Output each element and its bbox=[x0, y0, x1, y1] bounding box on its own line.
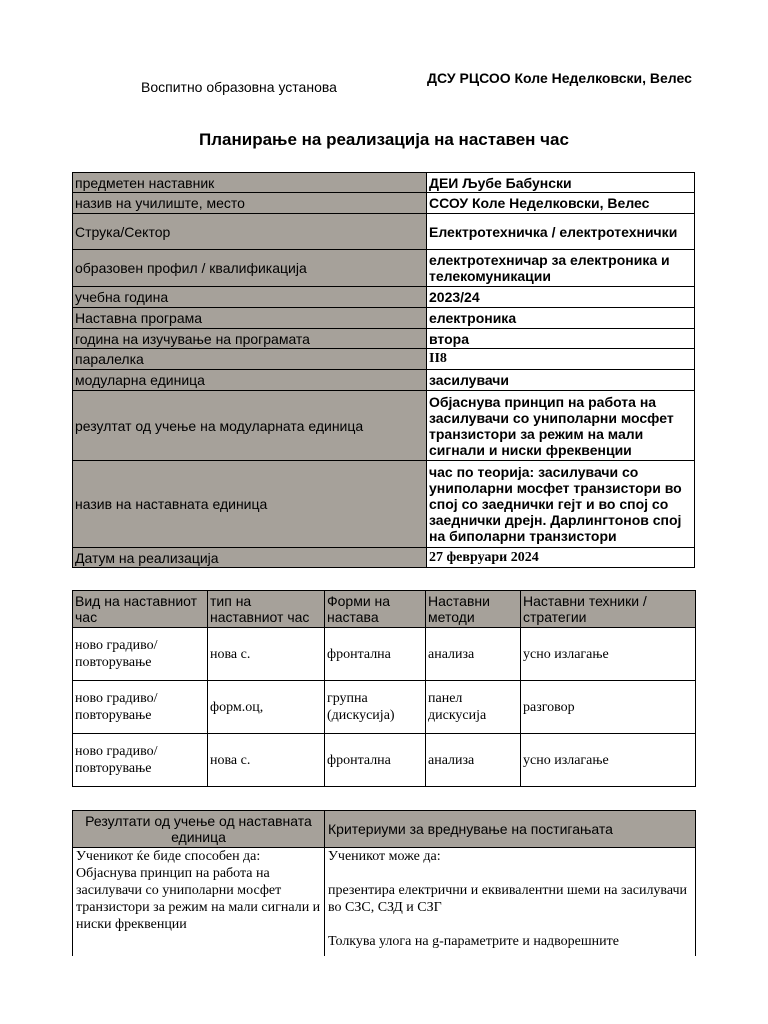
criteria-item: Толкува улога на g-параметрите и надворешните bbox=[328, 934, 619, 949]
info-label: назив на наставната единица bbox=[73, 461, 427, 548]
results-intro: Ученикот ќе биде способен да: bbox=[76, 849, 261, 864]
info-value: електротехничар за електроника и телекомуникации bbox=[427, 250, 695, 287]
info-row bbox=[73, 214, 695, 250]
criteria-intro: Ученикот може да: bbox=[328, 849, 441, 864]
table-cell: ново градиво/повторување bbox=[73, 628, 208, 681]
info-label: назив на училиште, место bbox=[73, 193, 427, 214]
table-cell: форм.оц, bbox=[208, 681, 325, 734]
info-label: Наставна програма bbox=[73, 308, 427, 329]
table-cell: нова с. bbox=[208, 628, 325, 681]
lesson-type-table bbox=[72, 590, 696, 787]
table-cell: разговор bbox=[521, 681, 696, 734]
info-row bbox=[73, 349, 695, 370]
info-value: 2023/24 bbox=[427, 287, 695, 308]
info-row bbox=[73, 391, 695, 461]
info-label: паралелка bbox=[73, 349, 427, 370]
info-value: засилувачи bbox=[427, 370, 695, 391]
table-cell: фронтална bbox=[325, 734, 426, 787]
table-cell: анализа bbox=[426, 734, 521, 787]
table-cell: анализа bbox=[426, 628, 521, 681]
table-header-row bbox=[73, 811, 696, 848]
column-header: тип на наставниот час bbox=[208, 591, 325, 628]
column-header: Вид на наставниот час bbox=[73, 591, 208, 628]
info-row bbox=[73, 287, 695, 308]
table-row bbox=[73, 734, 696, 787]
info-row bbox=[73, 308, 695, 329]
info-row bbox=[73, 173, 695, 193]
info-label: Струка/Сектор bbox=[73, 214, 427, 250]
column-header: Резултати од учење од наставната единица bbox=[73, 811, 325, 848]
info-label: предметен наставник bbox=[73, 173, 427, 193]
table-cell: групна (дискусија) bbox=[325, 681, 426, 734]
page-title: Планирање на реализација на наставен час bbox=[199, 130, 569, 149]
info-value: ДЕИ Љубе Бабунски bbox=[427, 173, 695, 193]
info-label: година на изучување на програмата bbox=[73, 329, 427, 349]
info-value: втора bbox=[427, 329, 695, 349]
info-row bbox=[73, 461, 695, 548]
info-label: учебна година bbox=[73, 287, 427, 308]
info-row bbox=[73, 548, 695, 568]
table-header-row bbox=[73, 591, 696, 628]
table-cell: нова с. bbox=[208, 734, 325, 787]
info-value: електроника bbox=[427, 308, 695, 329]
criteria-item: презентира електрични и еквивалентни шеми на засилувачи во СЗС, СЗД и СЗГ bbox=[328, 883, 688, 915]
results-text: Објаснува принцип на работа на засилувачи со униполарни мосфет транзистори за режим на мали сигнали и ниски фреквенции bbox=[76, 866, 321, 932]
column-header: Наставни техники / стратегии bbox=[521, 591, 696, 628]
info-value: ССОУ Коле Неделковски, Велес bbox=[427, 193, 695, 214]
table-cell: усно излагање bbox=[521, 628, 696, 681]
table-cell: панел дискусија bbox=[426, 681, 521, 734]
table-cell: фронтална bbox=[325, 628, 426, 681]
info-value: II8 bbox=[427, 349, 695, 370]
results-table bbox=[72, 810, 696, 956]
info-value: Електротехничка / електротехнички bbox=[427, 214, 695, 250]
column-header: Форми на настава bbox=[325, 591, 426, 628]
column-header: Критериуми за вреднување на постигањата bbox=[325, 811, 696, 848]
table-row bbox=[73, 848, 696, 957]
info-row bbox=[73, 250, 695, 287]
criteria-cell bbox=[325, 848, 696, 957]
institution-value: ДСУ РЦСОО Коле Неделковски, Велес bbox=[427, 70, 692, 86]
table-cell: ново градиво/повторување bbox=[73, 734, 208, 787]
info-row bbox=[73, 329, 695, 349]
info-label: резултат од учење на модуларната единица bbox=[73, 391, 427, 461]
institution-label: Воспитно образовна установа bbox=[141, 79, 337, 95]
info-value: час по теорија: засилувачи со униполарни мосфет транзистори во спој со заеднички гејт и во спој со заеднички дрејн. Дарлингтонов спој на биполарни транзистори bbox=[427, 461, 695, 548]
info-table bbox=[72, 172, 695, 568]
results-cell bbox=[73, 848, 325, 957]
info-value: 27 февруари 2024 bbox=[427, 548, 695, 568]
table-cell: усно излагање bbox=[521, 734, 696, 787]
column-header: Наставни методи bbox=[426, 591, 521, 628]
info-label: модуларна единица bbox=[73, 370, 427, 391]
info-label: Датум на реализација bbox=[73, 548, 427, 568]
info-row bbox=[73, 193, 695, 214]
info-label: образовен профил / квалификација bbox=[73, 250, 427, 287]
info-row bbox=[73, 370, 695, 391]
table-row bbox=[73, 681, 696, 734]
info-value: Објаснува принцип на работа на засилувачи со униполарни мосфет транзистори за режим на мали сигнали и ниски фреквенции bbox=[427, 391, 695, 461]
table-row bbox=[73, 628, 696, 681]
table-cell: ново градиво/повторување bbox=[73, 681, 208, 734]
